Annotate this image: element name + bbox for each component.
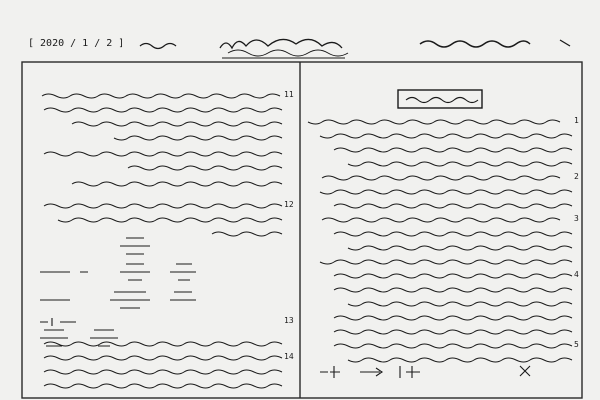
- right-point-number: 4: [574, 270, 579, 279]
- right-column-text: [308, 120, 572, 362]
- left-point-number: 14: [284, 352, 294, 361]
- header-subject-title: [420, 40, 570, 47]
- left-point-number: 11: [284, 90, 294, 99]
- left-column-equations: [40, 238, 196, 346]
- right-point-number: 1: [574, 116, 579, 125]
- right-point-number: 2: [574, 172, 579, 181]
- header-date: [ 2020 / 1 / 2 ]: [28, 38, 125, 49]
- right-point-number: 3: [574, 214, 579, 223]
- section-heading-box: [398, 90, 482, 108]
- header-basmala: [220, 39, 348, 58]
- right-point-number: 5: [574, 340, 579, 349]
- header-day-label: [140, 44, 176, 49]
- left-column-text: [42, 94, 282, 388]
- right-column-formula: [320, 366, 530, 378]
- left-point-number: 13: [284, 316, 294, 325]
- left-point-number: 12: [284, 200, 294, 209]
